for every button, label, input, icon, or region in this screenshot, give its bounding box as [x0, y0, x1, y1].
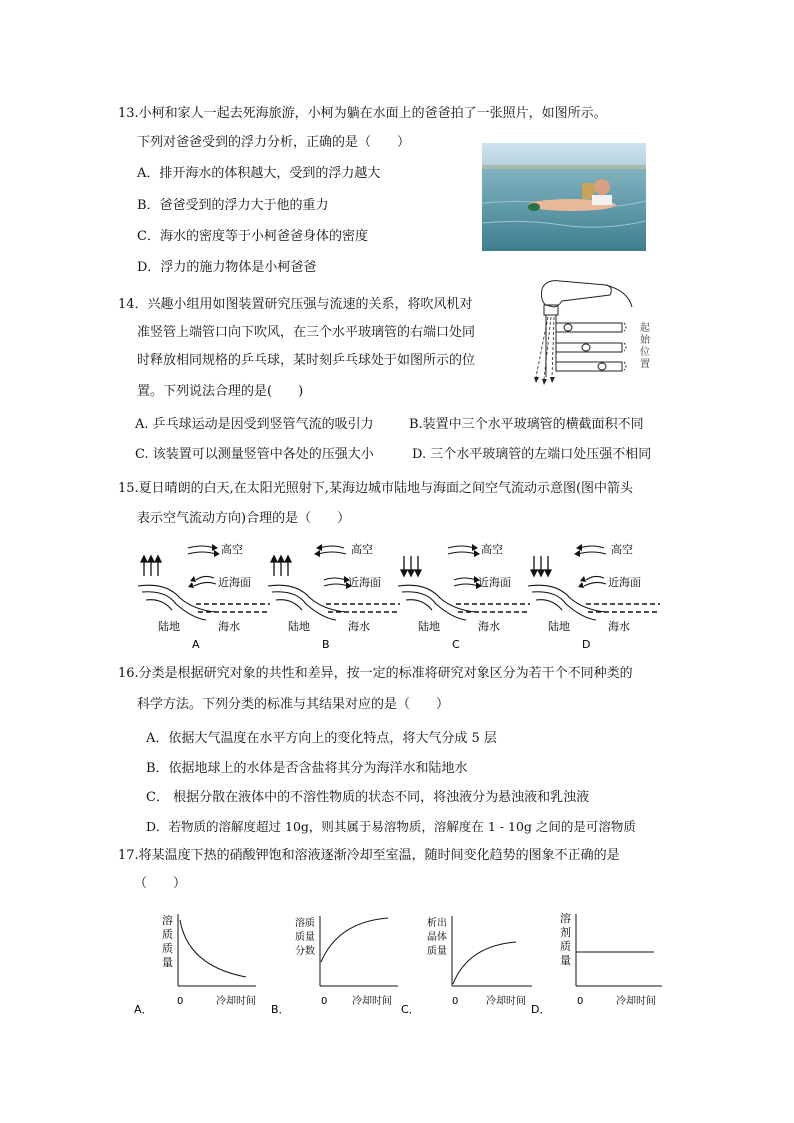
q14-option-a: A. 乒乓球运动是因受到竖管气流的吸引力 — [135, 417, 374, 432]
airflow-diagram-b — [266, 538, 406, 650]
graph-a-ylabel-3: 质 — [162, 942, 173, 955]
start-position-label-2: 始 — [640, 335, 650, 346]
graph-d-origin: 0 — [577, 996, 584, 1007]
graph-b-origin: 0 — [321, 996, 328, 1007]
panel-d-letter: D — [582, 638, 591, 650]
panel-d-near-sea-surface: 近海面 — [608, 576, 641, 589]
q14-stem-line1: 14．兴趣小组用如图装置研究压强与流速的关系，将吹风机对 — [118, 297, 473, 312]
panel-b-land: 陆地 — [288, 620, 310, 633]
graph-a-xlabel: 冷却时间 — [216, 996, 256, 1007]
panel-d-sea: 海水 — [608, 620, 630, 633]
q14-stem-line3: 时释放相同规格的乒乓球，某时刻乒乓球处于如图所示的位 — [137, 353, 476, 368]
graph-a-origin: 0 — [177, 996, 184, 1007]
graph-b-letter: B． — [271, 1003, 290, 1016]
panel-b-high-altitude: 高空 — [351, 543, 373, 556]
q14-option-c: C. 该装置可以测量竖管中各处的压强大小 — [135, 447, 374, 462]
graph-a-curve — [180, 920, 246, 977]
hair-dryer-apparatus-figure — [518, 273, 668, 385]
q15-panel-d — [526, 538, 666, 650]
q15-panel-a — [136, 538, 276, 650]
panel-a-land: 陆地 — [158, 620, 180, 633]
q13-option-a: A．排开海水的体积越大，受到的浮力越大 — [137, 166, 381, 181]
q15-panel-b — [266, 538, 406, 650]
dead-sea-photo — [482, 143, 646, 251]
airflow-diagram-d — [526, 538, 666, 650]
graph-d-ylabel-2: 剂 — [560, 926, 571, 939]
q16-stem-line2: 科学方法。下列分类的标准与其结果对应的是（ ） — [137, 697, 450, 712]
start-position-label-3: 位 — [640, 347, 650, 358]
panel-c-sea: 海水 — [478, 620, 500, 633]
graph-a-ylabel-2: 质 — [162, 928, 173, 941]
panel-b-near-sea-surface: 近海面 — [348, 576, 381, 589]
panel-a-sea: 海水 — [218, 620, 240, 633]
panel-a-high-altitude: 高空 — [221, 543, 243, 556]
q17-graph-d — [528, 910, 668, 1016]
graph-c-ylabel-2: 晶体 — [427, 932, 447, 943]
start-position-label-1: 起 — [640, 323, 650, 334]
q13-option-b: B．爸爸受到的浮力大于他的重力 — [137, 198, 329, 213]
start-position-label-4: 置 — [640, 359, 650, 370]
panel-c-letter: C — [452, 638, 460, 650]
q13-option-c: C．海水的密度等于小柯爸爸身体的密度 — [137, 229, 368, 244]
graph-a-ylabel-1: 溶 — [162, 914, 173, 927]
graph-c-curve — [453, 942, 516, 984]
q17-stem-line2: （ ） — [134, 876, 187, 891]
q13-option-d: D．浮力的施力物体是小柯爸爸 — [137, 260, 317, 275]
q16-option-c: C． 根据分散在液体中的不溶性物质的状态不同，将浊液分为悬浊液和乳浊液 — [146, 790, 590, 805]
graph-b-ylabel-2: 质量 — [295, 932, 315, 943]
graph-c-letter: C． — [401, 1003, 420, 1016]
q14-option-b: B.装置中三个水平玻璃管的横截面积不同 — [409, 417, 644, 432]
q16-option-a: A．依据大气温度在水平方向上的变化特点，将大气分成 5 层 — [146, 731, 497, 746]
q17-stem-line1: 17.将某温度下热的硝酸钾饱和溶液逐渐冷却至室温，随时间变化趋势的图象不正确的是 — [118, 848, 620, 863]
graph-c-xlabel: 冷却时间 — [486, 996, 526, 1007]
q17-graph-a — [130, 910, 270, 1016]
q15-stem-line1: 15.夏日晴朗的白天,在太阳光照射下,某海边城市陆地与海面之间空气流动示意图(图中箭头 — [118, 481, 634, 496]
graph-d-xlabel: 冷却时间 — [616, 996, 656, 1007]
q13-stem-line2: 下列对爸爸受到的浮力分析，正确的是（ ） — [137, 135, 411, 150]
q14-stem-line4: 置。下列说法合理的是( ) — [137, 384, 304, 399]
graph-b-curve — [321, 918, 388, 962]
airflow-diagram-c — [396, 538, 536, 650]
graph-b-xlabel: 冷却时间 — [352, 996, 392, 1007]
panel-c-high-altitude: 高空 — [481, 543, 503, 556]
graph-a-ylabel-4: 量 — [162, 956, 173, 969]
panel-c-near-sea-surface: 近海面 — [478, 576, 511, 589]
panel-a-near-sea-surface: 近海面 — [218, 576, 251, 589]
graph-d-ylabel-3: 质 — [560, 940, 571, 953]
airflow-diagram-a — [136, 538, 276, 650]
graph-a-letter: A． — [134, 1003, 153, 1016]
q13-stem-line1: 13.小柯和家人一起去死海旅游，小柯为躺在水面上的爸爸拍了一张照片，如图所示。 — [118, 106, 607, 121]
panel-a-letter: A — [192, 638, 200, 650]
q17-graph-c — [398, 910, 538, 1016]
q16-stem-line1: 16.分类是根据研究对象的共性和差异，按一定的标准将研究对象区分为若干个不同种类的 — [118, 666, 633, 681]
graph-d-ylabel-4: 量 — [560, 954, 571, 967]
panel-b-letter: B — [322, 638, 330, 650]
q16-option-b: B．依据地球上的水体是否含盐将其分为海洋水和陆地水 — [146, 761, 468, 776]
q14-stem-line2: 准竖管上端管口向下吹风，在三个水平玻璃管的右端口处同 — [137, 325, 476, 340]
panel-d-land: 陆地 — [548, 620, 570, 633]
graph-b-ylabel-3: 分数 — [295, 946, 315, 957]
q17-graph-b — [268, 910, 408, 1016]
q15-panel-c — [396, 538, 536, 650]
graph-c-ylabel-3: 质量 — [427, 946, 447, 957]
panel-d-high-altitude: 高空 — [611, 543, 633, 556]
graph-d-ylabel-1: 溶 — [560, 912, 571, 925]
panel-b-sea: 海水 — [348, 620, 370, 633]
q16-option-d: D．若物质的溶解度超过 10g，则其属于易溶物质，溶解度在 1 - 10g 之间的是可溶物质 — [146, 819, 636, 834]
panel-c-land: 陆地 — [418, 620, 440, 633]
graph-c-ylabel-1: 析出 — [427, 918, 447, 929]
q14-option-d: D. 三个水平玻璃管的左端口处压强不相同 — [412, 447, 652, 462]
graph-d-letter: D． — [531, 1003, 551, 1016]
graph-b-ylabel-1: 溶质 — [295, 918, 315, 929]
graph-c-origin: 0 — [452, 996, 459, 1007]
q15-stem-line2: 表示空气流动方向)合理的是（ ） — [137, 511, 351, 526]
